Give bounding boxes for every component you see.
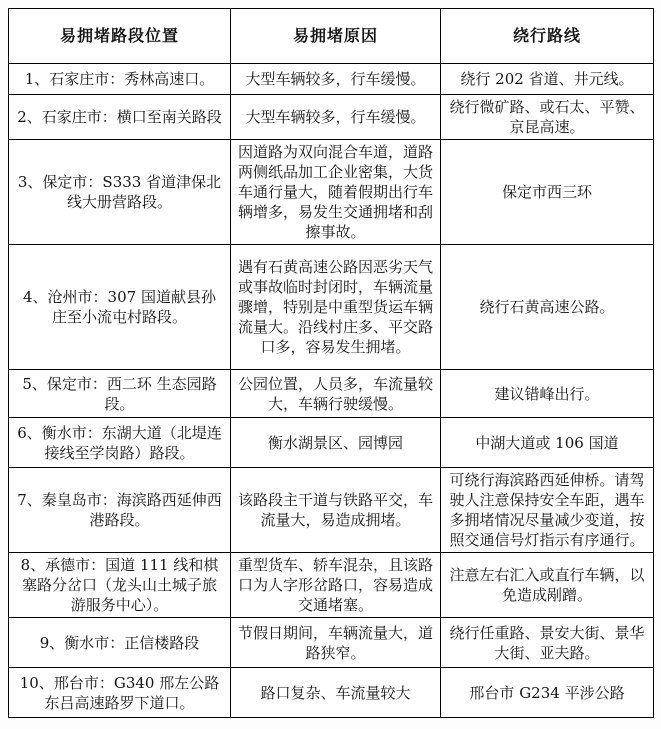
cell-detour: 中湖大道或 106 国道 xyxy=(441,418,654,468)
cell-detour: 注意左右汇入或直行车辆，以免造成剐蹭。 xyxy=(441,553,654,618)
cell-detour: 绕行任重路、景安大街、景华大街、亚夫路。 xyxy=(441,618,654,668)
cell-detour: 建议错峰出行。 xyxy=(441,370,654,418)
cell-cause: 重型货车、轿车混杂，且该路口为人字形岔路口，容易造成交通堵塞。 xyxy=(231,553,441,618)
cell-cause: 路口复杂、车流量较大 xyxy=(231,668,441,718)
table-row xyxy=(9,468,654,553)
cell-location: 2、石家庄市：横口至南关路段 xyxy=(9,95,231,140)
cell-cause: 公园位置，人员多，车流量较大，车辆行驶缓慢。 xyxy=(231,370,441,418)
cell-location: 3、保定市：S333 省道津保北线大册营路段。 xyxy=(9,140,231,245)
table-row xyxy=(9,418,654,468)
cell-cause: 大型车辆较多，行车缓慢。 xyxy=(231,64,441,95)
cell-cause: 遇有石黄高速公路因恶劣天气或事故临时封闭时，车辆流量骤增，特别是中重型货运车辆流量大。沿线村庄多、平交路口多，容易发生拥堵。 xyxy=(231,245,441,370)
table-row xyxy=(9,618,654,668)
table-row xyxy=(9,553,654,618)
cell-detour: 绕行 202 省道、井元线。 xyxy=(441,64,654,95)
table-row xyxy=(9,95,654,140)
cell-detour: 邢台市 G234 平涉公路 xyxy=(441,668,654,718)
congestion-table xyxy=(8,8,654,718)
cell-cause: 节假日期间，车辆流量大，道路狭窄。 xyxy=(231,618,441,668)
cell-detour: 绕行微矿路、或石太、平赞、京昆高速。 xyxy=(441,95,654,140)
column-header-detour: 绕行路线 xyxy=(441,9,654,64)
cell-location: 10、邢台市：G340 邢左公路东吕高速路罗下道口。 xyxy=(9,668,231,718)
table-header-row xyxy=(9,9,654,64)
cell-cause: 衡水湖景区、园博园 xyxy=(231,418,441,468)
cell-location: 5、保定市：西二环 生态园路段。 xyxy=(9,370,231,418)
cell-detour: 可绕行海滨路西延伸桥。请驾驶人注意保持安全车距，遇车多拥堵情况尽量减少变道，按照交通信号灯指示有序通行。 xyxy=(441,468,654,553)
table-row xyxy=(9,668,654,718)
table-row xyxy=(9,64,654,95)
cell-cause: 该路段主干道与铁路平交，车流量大，易造成拥堵。 xyxy=(231,468,441,553)
cell-detour: 绕行石黄高速公路。 xyxy=(441,245,654,370)
cell-location: 8、承德市：国道 111 线和棋塞路分岔口（龙头山土城子旅游服务中心）。 xyxy=(9,553,231,618)
cell-location: 9、衡水市：正信楼路段 xyxy=(9,618,231,668)
cell-location: 6、衡水市：东湖大道（北堤连接线至学岗路）路段。 xyxy=(9,418,231,468)
column-header-location: 易拥堵路段位置 xyxy=(9,9,231,64)
table-row xyxy=(9,245,654,370)
table-row xyxy=(9,370,654,418)
cell-location: 4、沧州市：307 国道献县孙庄至小流屯村路段。 xyxy=(9,245,231,370)
column-header-cause: 易拥堵原因 xyxy=(231,9,441,64)
cell-cause: 因道路为双向混合车道，道路两侧纸品加工企业密集，大货车通行量大，随着假期出行车辆增多，易发生交通拥堵和刮擦事故。 xyxy=(231,140,441,245)
cell-detour: 保定市西三环 xyxy=(441,140,654,245)
cell-location: 7、秦皇岛市：海滨路西延伸西港路段。 xyxy=(9,468,231,553)
table-row xyxy=(9,140,654,245)
cell-cause: 大型车辆较多，行车缓慢。 xyxy=(231,95,441,140)
cell-location: 1、石家庄市：秀林高速口。 xyxy=(9,64,231,95)
